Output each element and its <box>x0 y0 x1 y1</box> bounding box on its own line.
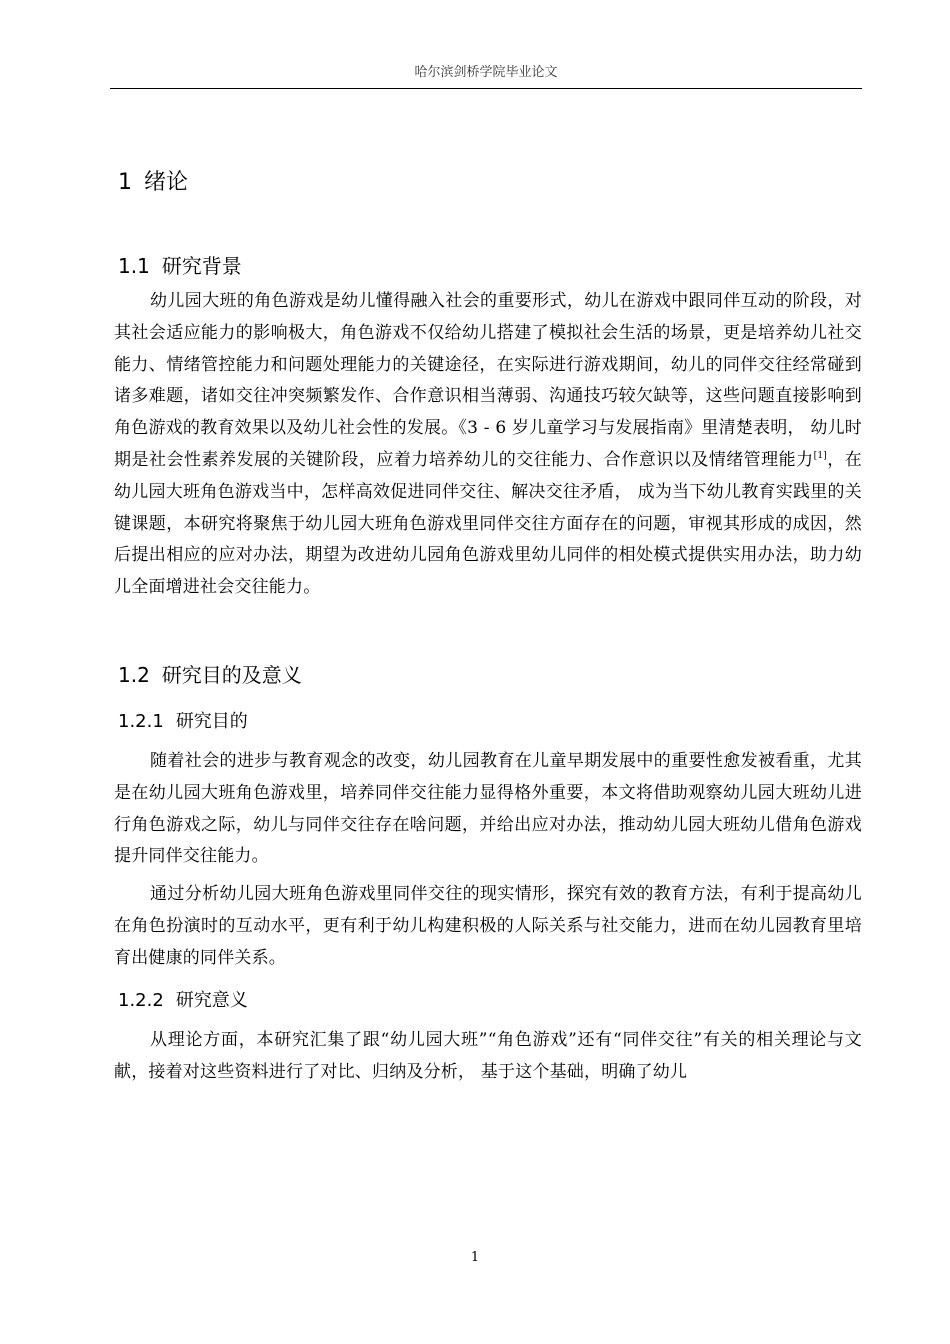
section-heading-1-2 <box>118 659 302 688</box>
significance-paragraph: 从理论方面，本研究汇集了跟“幼儿园大班”“角色游戏”还有“同伴交往”有关的相关理论与文献，接着对这些资料进行了对比、归纳及分析， 基于这个基础，明确了幼儿 <box>114 1030 862 1082</box>
chapter-number: 1 <box>118 170 132 195</box>
section-title: 研究目的及意义 <box>161 663 302 687</box>
chapter-heading <box>118 165 188 196</box>
background-paragraph <box>114 286 862 604</box>
section-number: 1.2 <box>118 663 150 687</box>
subsection-title: 研究意义 <box>175 990 248 1011</box>
paragraph-text-part2: ，在幼儿园大班角色游戏当中，怎样高效促进同伴交往、解决交往矛盾， 成为当下幼儿教育实践里的关键课题，本研究将聚焦于幼儿园大班角色游戏里同伴交往方面存在的问题，审视其形成的成因，然后提出相应的应对办法，期望为改进幼儿园角色游戏里幼儿同伴的相处模式提供实用办法，助力幼儿全面增进社会交往能力。 <box>114 449 862 598</box>
section-title: 研究背景 <box>161 254 242 278</box>
citation-marker: [1] <box>813 450 828 461</box>
page-footer <box>0 1250 950 1265</box>
chapter-title: 绪论 <box>144 170 189 195</box>
subsection-heading-1-2-2 <box>118 986 248 1012</box>
subsection-heading-1-2-1 <box>118 707 248 733</box>
subsection-number: 1.2.1 <box>118 711 164 732</box>
subsection-number: 1.2.2 <box>118 990 164 1011</box>
page-number: 1 <box>470 1250 480 1265</box>
purpose-paragraph-2: 通过分析幼儿园大班角色游戏里同伴交往的现实情形，探究有效的教育方法，有利于提高幼儿在角色扮演时的互动水平，更有利于幼儿构建积极的人际关系与社交能力，进而在幼儿园教育里培育出健康的同伴关系。 <box>114 884 862 968</box>
section-number: 1.1 <box>118 254 150 278</box>
purpose-paragraph-1: 随着社会的进步与教育观念的改变，幼儿园教育在儿童早期发展中的重要性愈发被看重，尤其是在幼儿园大班角色游戏里，培养同伴交往能力显得格外重要，本文将借助观察幼儿园大班幼儿进行角色游戏之际，幼儿与同伴交往存在啥问题，并给出应对办法，推动幼儿园大班幼儿借角色游戏提升同伴交往能力。 <box>114 751 862 867</box>
page-header <box>110 62 862 89</box>
subsection-title: 研究目的 <box>175 711 248 732</box>
paragraph-text-part1: 幼儿园大班的角色游戏是幼儿懂得融入社会的重要形式，幼儿在游戏中跟同伴互动的阶段，对其社会适应能力的影响极大，角色游戏不仅给幼儿搭建了模拟社会生活的场景，更是培养幼儿社交能力、情绪管控能力和问题处理能力的关键途径，在实际进行游戏期间，幼儿的同伴交往经常碰到诸多难题，诸如交往冲突频繁发作、合作意识相当薄弱、沟通技巧较欠缺等，这些问题直接影响到角色游戏的教育效果以及幼儿社会性的发展。《3 - 6 岁儿童学习与发展指南》里清楚表明， 幼儿时期是社会性素养发展的关键阶段，应着力培养幼儿的交往能力、合作意识以及情绪管理能力 <box>114 291 862 470</box>
section-heading-1-1 <box>118 250 242 279</box>
header-title: 哈尔滨剑桥学院毕业论文 <box>414 65 558 80</box>
